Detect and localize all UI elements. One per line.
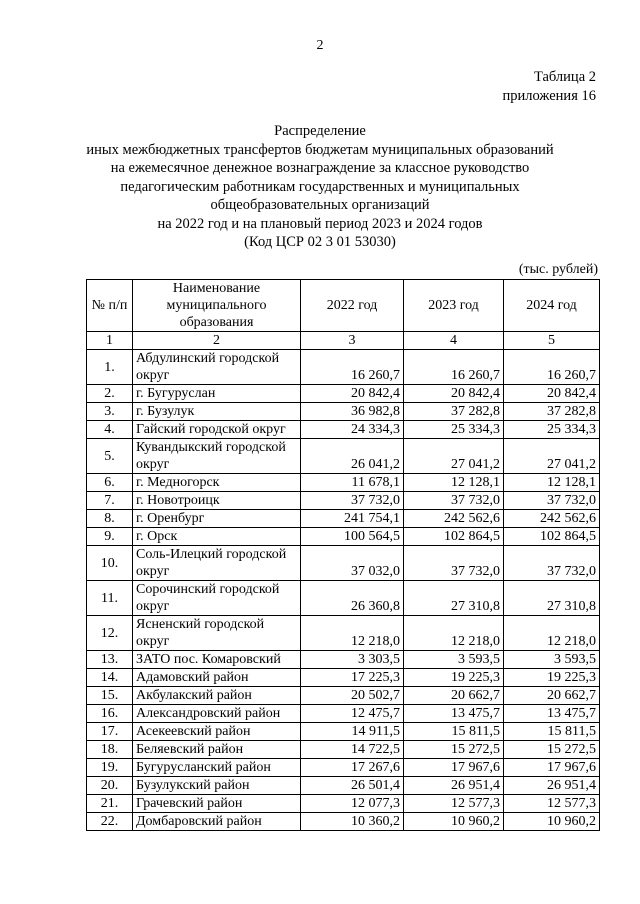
value-2023: 12 218,0 <box>404 616 504 651</box>
value-2024: 27 310,8 <box>504 581 600 616</box>
value-2024: 19 225,3 <box>504 669 600 687</box>
value-2023: 10 960,2 <box>404 813 504 831</box>
municipality-name: Соль-Илецкий городской округ <box>133 546 301 581</box>
value-2024: 12 577,3 <box>504 795 600 813</box>
value-2022: 11 678,1 <box>301 474 404 492</box>
value-2022: 20 502,7 <box>301 687 404 705</box>
table-row <box>87 546 600 581</box>
value-2023: 20 842,4 <box>404 385 504 403</box>
row-number: 9. <box>87 528 133 546</box>
heading-line: общеобразовательных организаций <box>210 197 430 213</box>
table-row <box>87 528 600 546</box>
value-2024: 15 811,5 <box>504 723 600 741</box>
municipality-name: г. Бугуруслан <box>133 385 301 403</box>
municipality-name: ЗАТО пос. Комаровский <box>133 651 301 669</box>
table-row <box>87 741 600 759</box>
table-row <box>87 723 600 741</box>
value-2022: 20 842,4 <box>301 385 404 403</box>
municipality-name: Александровский район <box>133 705 301 723</box>
header-2023: 2023 год <box>404 280 504 332</box>
row-number: 8. <box>87 510 133 528</box>
value-2023: 25 334,3 <box>404 421 504 439</box>
row-number: 7. <box>87 492 133 510</box>
header-2024: 2024 год <box>504 280 600 332</box>
municipality-name: Бузулукский район <box>133 777 301 795</box>
value-2023: 37 732,0 <box>404 546 504 581</box>
table-row <box>87 403 600 421</box>
value-2022: 14 722,5 <box>301 741 404 759</box>
municipality-name: Кувандыкский городской округ <box>133 439 301 474</box>
row-number: 3. <box>87 403 133 421</box>
value-2022: 100 564,5 <box>301 528 404 546</box>
value-2023: 15 272,5 <box>404 741 504 759</box>
table-row <box>87 439 600 474</box>
row-number: 5. <box>87 439 133 474</box>
value-2024: 12 128,1 <box>504 474 600 492</box>
value-2024: 16 260,7 <box>504 350 600 385</box>
column-number-row <box>87 332 600 350</box>
table-row <box>87 705 600 723</box>
row-number: 17. <box>87 723 133 741</box>
municipality-name: г. Бузулук <box>133 403 301 421</box>
municipality-name: Ясненский городской округ <box>133 616 301 651</box>
row-number: 15. <box>87 687 133 705</box>
table-row <box>87 474 600 492</box>
column-number: 2 <box>133 332 301 350</box>
table-row <box>87 777 600 795</box>
row-number: 18. <box>87 741 133 759</box>
table-row <box>87 492 600 510</box>
value-2024: 37 732,0 <box>504 492 600 510</box>
heading-line: педагогическим работникам государственных и муниципальных <box>120 178 520 195</box>
appendix-ref-line: приложения 16 <box>502 88 596 104</box>
table-header-row <box>87 280 600 332</box>
heading-line: иных межбюджетных трансфертов бюджетам муниципальных образований <box>86 141 554 158</box>
value-2022: 12 218,0 <box>301 616 404 651</box>
municipality-name: Адамовский район <box>133 669 301 687</box>
value-2023: 3 593,5 <box>404 651 504 669</box>
value-2024: 25 334,3 <box>504 421 600 439</box>
municipality-name: Гайский городской округ <box>133 421 301 439</box>
row-number: 6. <box>87 474 133 492</box>
value-2023: 242 562,6 <box>404 510 504 528</box>
value-2024: 20 842,4 <box>504 385 600 403</box>
value-2023: 16 260,7 <box>404 350 504 385</box>
value-2023: 26 951,4 <box>404 777 504 795</box>
column-number: 5 <box>504 332 600 350</box>
value-2024: 13 475,7 <box>504 705 600 723</box>
heading-line: Распределение <box>274 123 366 139</box>
column-number: 1 <box>87 332 133 350</box>
value-2024: 26 951,4 <box>504 777 600 795</box>
table-reference <box>503 68 596 106</box>
municipality-name: Беляевский район <box>133 741 301 759</box>
value-2022: 26 501,4 <box>301 777 404 795</box>
row-number: 16. <box>87 705 133 723</box>
municipality-name: Домбаровский район <box>133 813 301 831</box>
row-number: 19. <box>87 759 133 777</box>
value-2024: 17 967,6 <box>504 759 600 777</box>
value-2022: 12 475,7 <box>301 705 404 723</box>
table-row <box>87 813 600 831</box>
table-row <box>87 651 600 669</box>
document-heading <box>0 122 640 252</box>
row-number: 13. <box>87 651 133 669</box>
value-2023: 19 225,3 <box>404 669 504 687</box>
value-2024: 10 960,2 <box>504 813 600 831</box>
row-number: 20. <box>87 777 133 795</box>
column-number: 4 <box>404 332 504 350</box>
row-number: 22. <box>87 813 133 831</box>
value-2023: 12 128,1 <box>404 474 504 492</box>
value-2022: 10 360,2 <box>301 813 404 831</box>
heading-line: (Код ЦСР 02 3 01 53030) <box>244 234 396 250</box>
municipality-name: г. Орск <box>133 528 301 546</box>
value-2022: 17 267,6 <box>301 759 404 777</box>
value-2023: 20 662,7 <box>404 687 504 705</box>
table-row <box>87 510 600 528</box>
table-row <box>87 687 600 705</box>
value-2022: 17 225,3 <box>301 669 404 687</box>
header-municipality: Наименование муниципального образования <box>133 280 301 332</box>
value-2023: 37 282,8 <box>404 403 504 421</box>
value-2022: 36 982,8 <box>301 403 404 421</box>
value-2024: 15 272,5 <box>504 741 600 759</box>
transfers-table <box>86 279 600 831</box>
value-2022: 241 754,1 <box>301 510 404 528</box>
header-2022: 2022 год <box>301 280 404 332</box>
value-2022: 14 911,5 <box>301 723 404 741</box>
row-number: 4. <box>87 421 133 439</box>
row-number: 12. <box>87 616 133 651</box>
header-number: № п/п <box>87 280 133 332</box>
value-2022: 12 077,3 <box>301 795 404 813</box>
municipality-name: Бугурусланский район <box>133 759 301 777</box>
value-2024: 12 218,0 <box>504 616 600 651</box>
municipality-name: Абдулинский городской округ <box>133 350 301 385</box>
value-2023: 12 577,3 <box>404 795 504 813</box>
column-number: 3 <box>301 332 404 350</box>
value-2023: 15 811,5 <box>404 723 504 741</box>
table-row <box>87 581 600 616</box>
value-2024: 37 732,0 <box>504 546 600 581</box>
value-2022: 37 032,0 <box>301 546 404 581</box>
value-2023: 17 967,6 <box>404 759 504 777</box>
municipality-name: Асекеевский район <box>133 723 301 741</box>
municipality-name: г. Медногорск <box>133 474 301 492</box>
municipality-name: Акбулакский район <box>133 687 301 705</box>
municipality-name: Грачевский район <box>133 795 301 813</box>
value-2024: 37 282,8 <box>504 403 600 421</box>
value-2023: 37 732,0 <box>404 492 504 510</box>
value-2024: 20 662,7 <box>504 687 600 705</box>
value-2024: 102 864,5 <box>504 528 600 546</box>
value-2023: 13 475,7 <box>404 705 504 723</box>
page-number: 2 <box>316 38 324 53</box>
value-2022: 26 360,8 <box>301 581 404 616</box>
table-row <box>87 759 600 777</box>
unit-note: (тыс. рублей) <box>518 262 598 277</box>
value-2024: 27 041,2 <box>504 439 600 474</box>
row-number: 21. <box>87 795 133 813</box>
value-2022: 16 260,7 <box>301 350 404 385</box>
table-row <box>87 795 600 813</box>
value-2023: 102 864,5 <box>404 528 504 546</box>
municipality-name: г. Оренбург <box>133 510 301 528</box>
row-number: 10. <box>87 546 133 581</box>
value-2024: 3 593,5 <box>504 651 600 669</box>
value-2022: 3 303,5 <box>301 651 404 669</box>
table-row <box>87 616 600 651</box>
row-number: 14. <box>87 669 133 687</box>
value-2022: 37 732,0 <box>301 492 404 510</box>
value-2022: 24 334,3 <box>301 421 404 439</box>
value-2024: 242 562,6 <box>504 510 600 528</box>
table-ref-line: Таблица 2 <box>533 69 596 85</box>
row-number: 1. <box>87 350 133 385</box>
heading-line: на 2022 год и на плановый период 2023 и 2024 годов <box>157 215 483 232</box>
value-2023: 27 041,2 <box>404 439 504 474</box>
municipality-name: Сорочинский городской округ <box>133 581 301 616</box>
municipality-name: г. Новотроицк <box>133 492 301 510</box>
table-row <box>87 669 600 687</box>
table-row <box>87 350 600 385</box>
table-row <box>87 385 600 403</box>
table-row <box>87 421 600 439</box>
heading-line: на ежемесячное денежное вознаграждение за классное руководство <box>110 160 530 176</box>
value-2022: 26 041,2 <box>301 439 404 474</box>
row-number: 11. <box>87 581 133 616</box>
row-number: 2. <box>87 385 133 403</box>
value-2023: 27 310,8 <box>404 581 504 616</box>
